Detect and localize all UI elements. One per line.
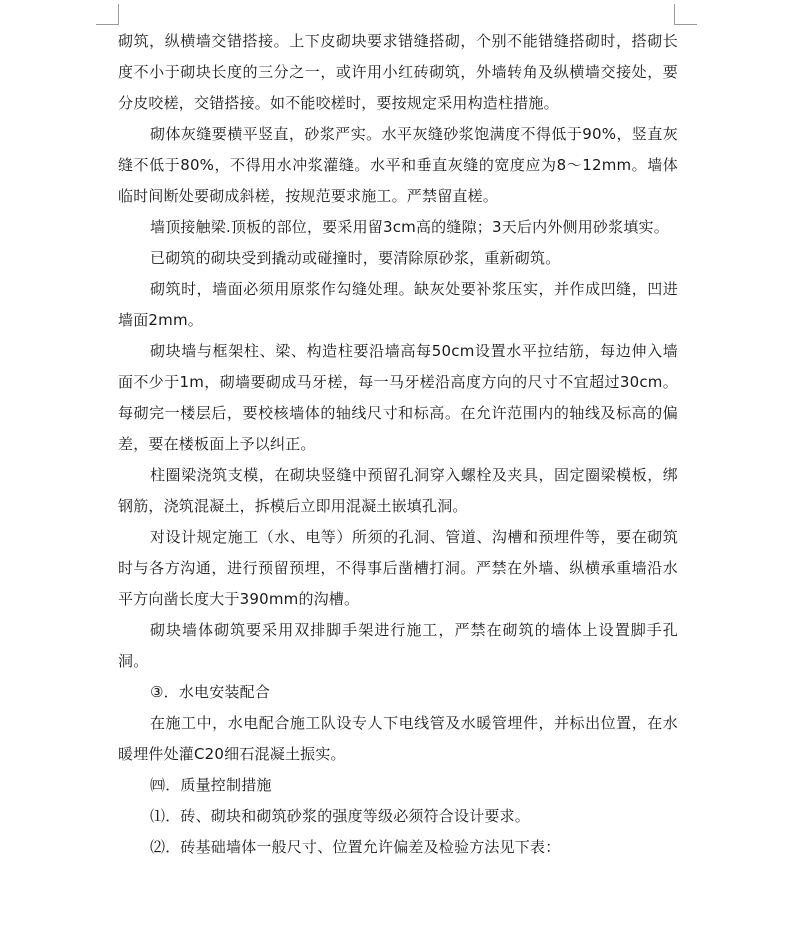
top-right-crop-mark [674, 4, 697, 25]
document-body [118, 26, 678, 863]
heading-quality-control: ㈣．质量控制措施 [150, 776, 272, 794]
paragraph-rebuild: 已砌筑的砌块受到撬动或碰撞时，要清除原砂浆，重新砌筑。 [150, 249, 561, 267]
paragraph-ring-beam: 柱圈梁浇筑支模，在砌块竖缝中预留孔洞穿入螺栓及夹具，固定圈梁模板，绑钢筋，浇筑混凝土，拆模后立即用混凝土嵌填孔洞。 [118, 466, 678, 515]
heading-mep-coordination: ③．水电安装配合 [150, 683, 271, 701]
list-item-tolerance-table: ⑵．砖基础墙体一般尺寸、位置允许偏差及检验方法见下表： [150, 838, 561, 856]
paragraph-scaffolding: 砌块墙体砌筑要采用双排脚手架进行施工，严禁在砌筑的墙体上设置脚手孔洞。 [118, 621, 678, 670]
list-item-strength-grade: ⑴．砖、砌块和砌筑砂浆的强度等级必须符合设计要求。 [150, 807, 531, 825]
paragraph-mep-embedments: 在施工中，水电配合施工队设专人下电线管及水暖管埋件，并标出位置，在水暖埋件处灌C20细石混凝土振实。 [118, 714, 678, 763]
paragraph-openings: 对设计规定施工（水、电等）所须的孔洞、管道、沟槽和预埋件等，要在砌筑时与各方沟通，进行预留预埋，不得事后凿槽打洞。严禁在外墙、纵横承重墙沿水平方向凿长度大于390mm的沟槽。 [118, 528, 678, 608]
paragraph-tie-bars: 砌块墙与框架柱、梁、构造柱要沿墙高每50cm设置水平拉结筋，每边伸入墙面不少于1m，砌墙要砌成马牙槎，每一马牙槎沿高度方向的尺寸不宜超过30cm。每砌完一楼层后，要校核墙体的轴线尺寸和标高。在允许范围内的轴线及标高的偏差，要在楼板面上予以纠正。 [118, 342, 678, 453]
paragraph-pointing: 砌筑时，墙面必须用原浆作勾缝处理。缺灰处要补浆压实，并作成凹缝，凹进墙面2mm。 [118, 280, 678, 329]
paragraph-top-gap: 墙顶接触梁.顶板的部位，要采用留3cm高的缝隙；3天后内外侧用砂浆填实。 [150, 218, 669, 236]
paragraph-mortar-joints: 砌体灰缝要横平竖直，砂浆严实。水平灰缝砂浆饱满度不得低于90%，竖直灰缝不低于80%，不得用水冲浆灌缝。水平和垂直灰缝的宽度应为8～12mm。墙体临时间断处要砌成斜槎，按规范要求施工。严禁留直槎。 [118, 125, 678, 205]
paragraph-staggered-joints: 砌筑，纵横墙交错搭接。上下皮砌块要求错缝搭砌，个别不能错缝搭砌时，搭砌长度不小于砌块长度的三分之一，或许用小红砖砌筑，外墙转角及纵横墙交接处，要分皮咬槎，交错搭接。如不能咬槎时，要按规定采用构造柱措施。 [118, 32, 678, 112]
top-left-crop-mark [96, 4, 119, 25]
